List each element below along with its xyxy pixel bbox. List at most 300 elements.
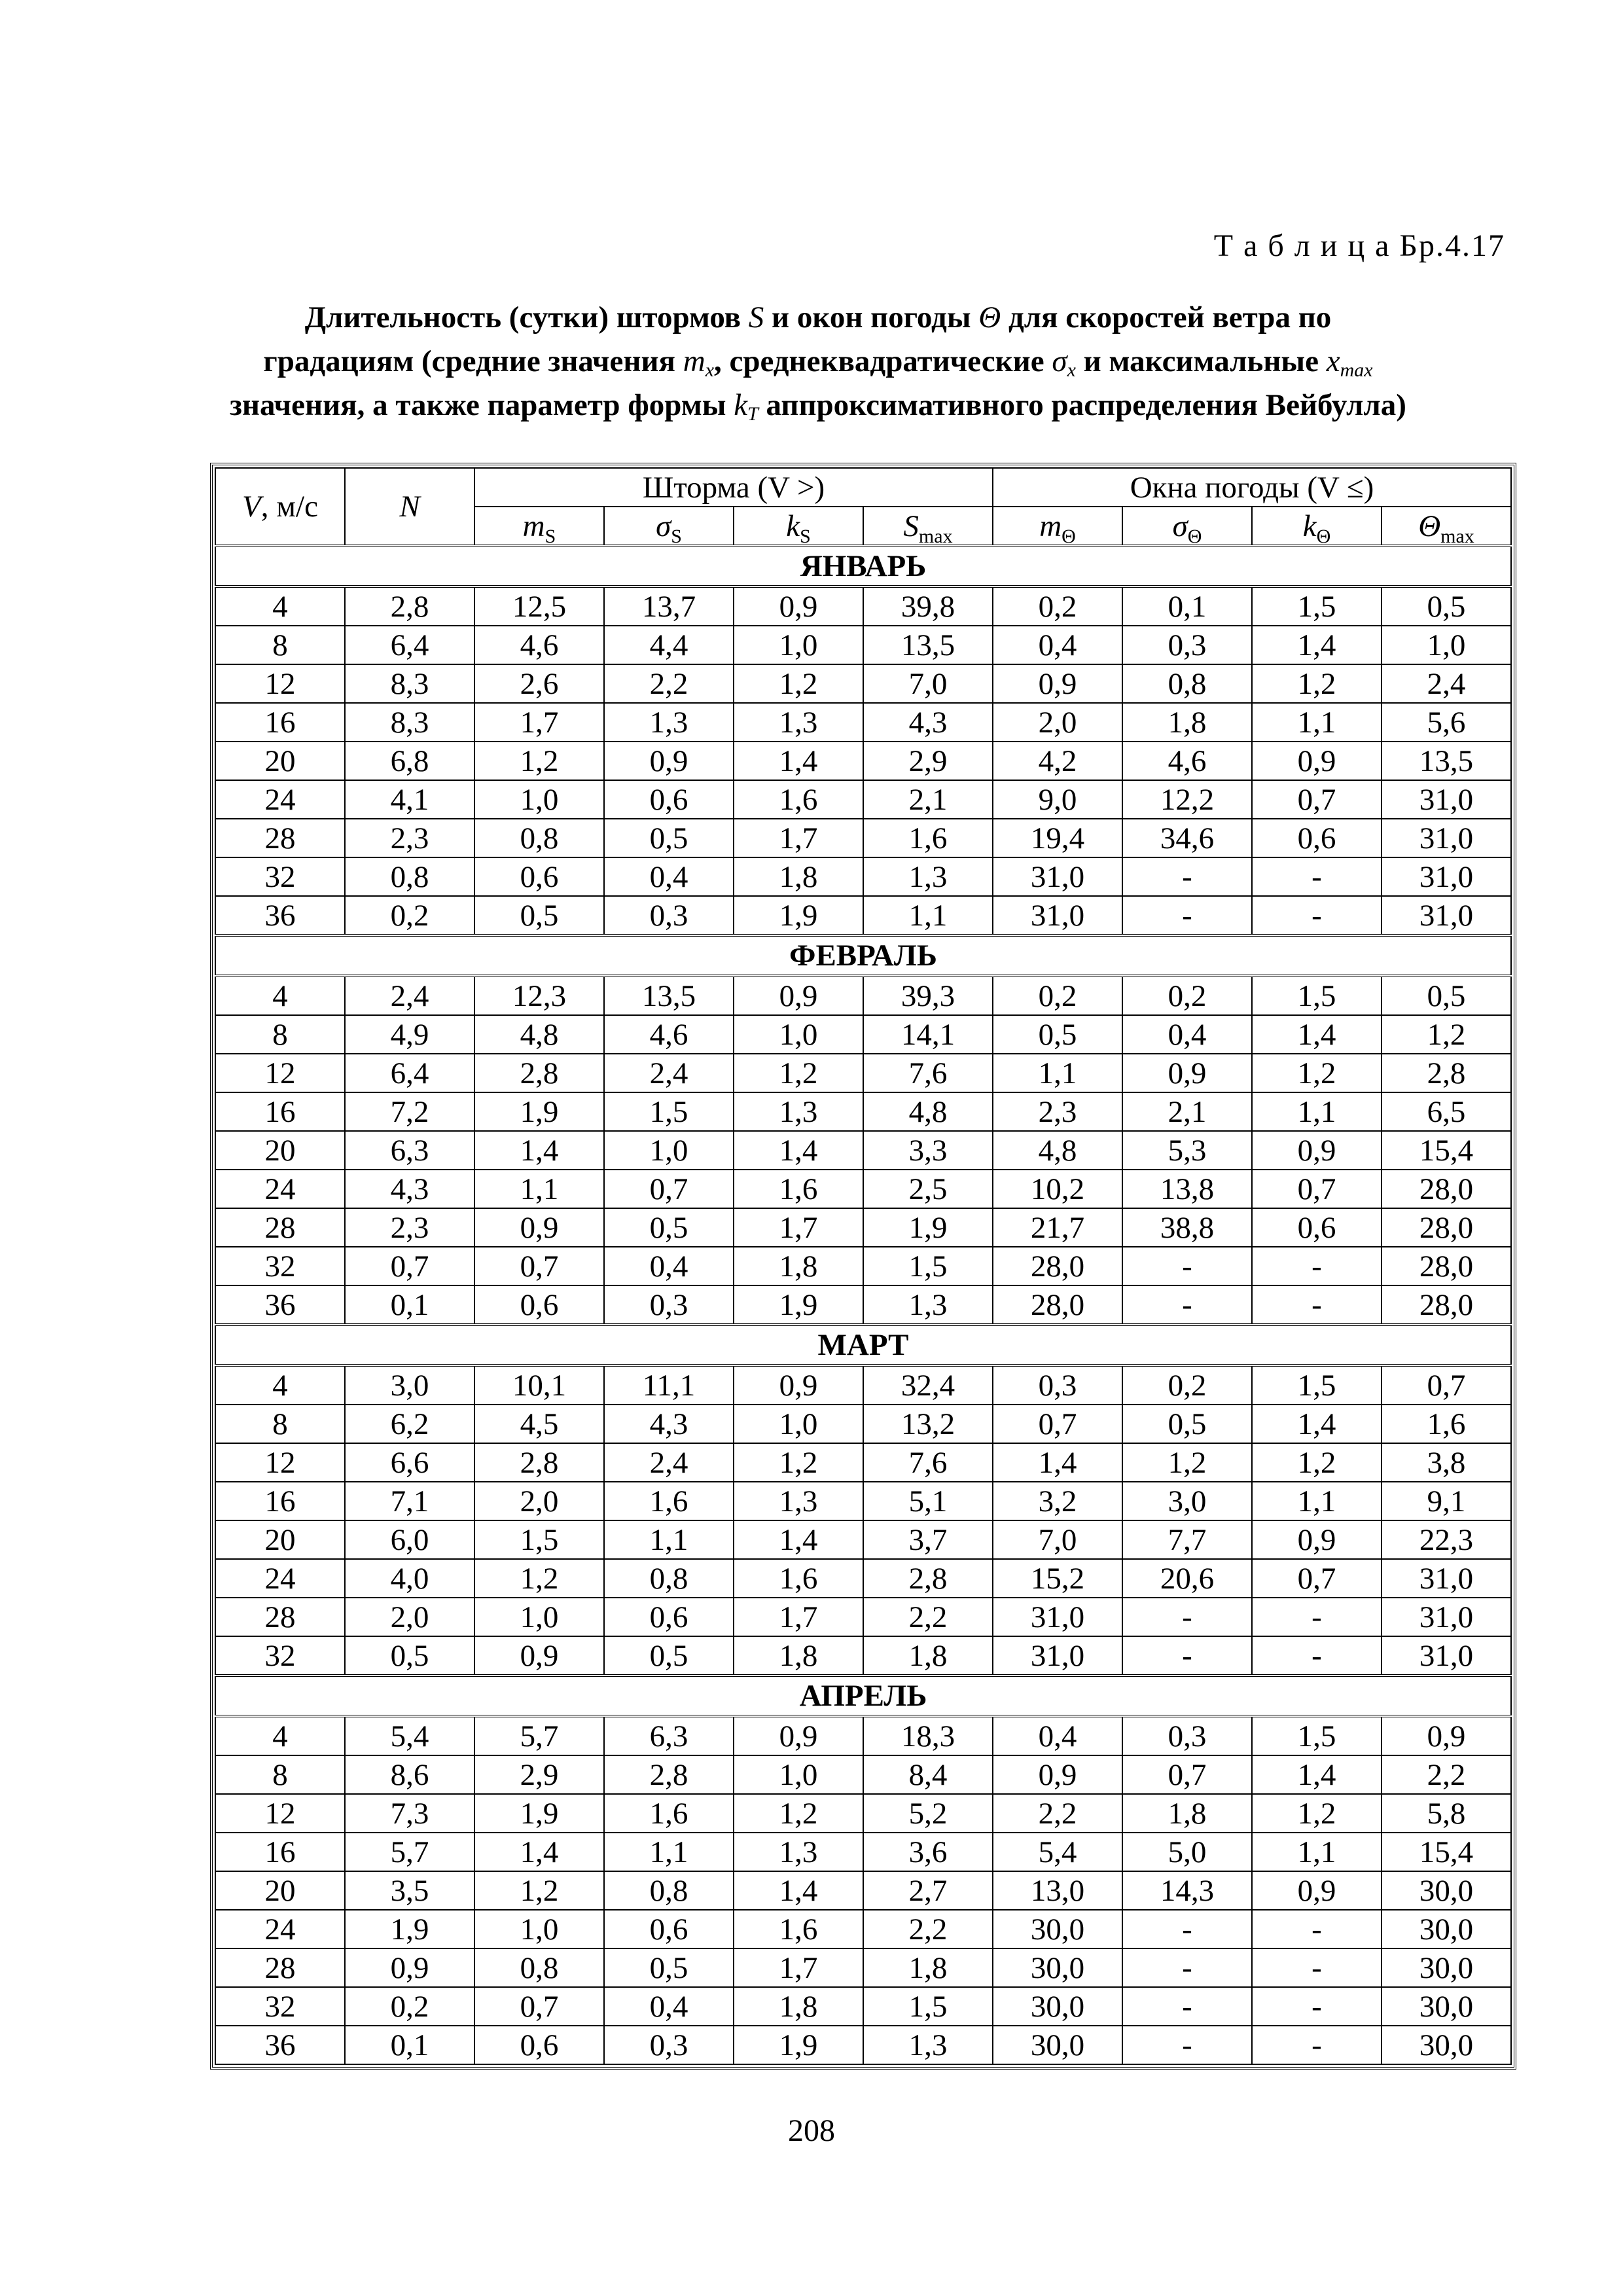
table-cell: 6,0 — [345, 1520, 474, 1559]
table-cell: 16 — [215, 1482, 345, 1520]
caption-line-3 — [196, 384, 1440, 427]
table-cell: 0,8 — [604, 1871, 734, 1910]
table-cell: 4,6 — [474, 626, 604, 664]
month-row — [215, 1325, 1511, 1365]
table-cell: 0,9 — [1382, 1716, 1511, 1755]
table-cell: 1,3 — [863, 1285, 993, 1325]
table-row — [215, 2026, 1511, 2064]
table-cell: 0,6 — [1252, 1208, 1382, 1247]
table-row — [215, 1948, 1511, 1987]
table-cell: 1,8 — [1122, 703, 1252, 742]
table-cell: 1,6 — [734, 1170, 863, 1208]
table-cell: 1,4 — [474, 1131, 604, 1170]
table-row — [215, 1559, 1511, 1598]
table-cell: 1,1 — [604, 1833, 734, 1871]
header-storms-group: Шторма (V >) — [474, 468, 993, 507]
table-cell: 1,2 — [734, 1794, 863, 1833]
table-cell: 1,9 — [734, 2026, 863, 2064]
table-cell: 0,9 — [1252, 1520, 1382, 1559]
table-cell: 6,5 — [1382, 1092, 1511, 1131]
page-number: 208 — [788, 2113, 835, 2148]
table-cell: - — [1252, 1948, 1382, 1987]
table-cell: 4 — [215, 586, 345, 626]
table-cell: 39,3 — [863, 976, 993, 1015]
table-cell: 16 — [215, 1833, 345, 1871]
table-cell: 0,6 — [1252, 819, 1382, 857]
table-cell: 32 — [215, 1247, 345, 1285]
table-cell: 31,0 — [993, 857, 1122, 896]
table-cell: 3,7 — [863, 1520, 993, 1559]
table-cell: 8 — [215, 1405, 345, 1443]
table-cell: 12,2 — [1122, 780, 1252, 819]
table-cell: 30,0 — [993, 2026, 1122, 2064]
table-cell: 1,4 — [734, 1520, 863, 1559]
table-cell: 0,4 — [1122, 1015, 1252, 1054]
table-cell: 3,5 — [345, 1871, 474, 1910]
table-cell: 1,8 — [734, 1636, 863, 1676]
table-header — [215, 468, 1511, 546]
table-cell: 1,2 — [1252, 664, 1382, 703]
table-cell: 1,9 — [734, 896, 863, 935]
table-cell: 0,9 — [1122, 1054, 1252, 1092]
table-cell: 30,0 — [993, 1948, 1122, 1987]
table-row — [215, 1208, 1511, 1247]
table-cell: 1,7 — [734, 1598, 863, 1636]
table-caption — [196, 296, 1440, 427]
table-cell: 1,1 — [1252, 1833, 1382, 1871]
table-cell: 4,0 — [345, 1559, 474, 1598]
table-cell: 7,1 — [345, 1482, 474, 1520]
table-cell: 15,2 — [993, 1559, 1122, 1598]
table-cell: 20 — [215, 1871, 345, 1910]
table-cell: 1,2 — [1252, 1794, 1382, 1833]
header-wind-speed: V, м/с — [215, 468, 345, 546]
table-cell: 8 — [215, 1755, 345, 1794]
table-cell: 1,4 — [474, 1833, 604, 1871]
table-cell: 6,6 — [345, 1443, 474, 1482]
table-cell: 1,5 — [1252, 976, 1382, 1015]
table-cell: 5,4 — [993, 1833, 1122, 1871]
table-row — [215, 1520, 1511, 1559]
table-cell: 0,5 — [345, 1636, 474, 1676]
table-cell: 1,0 — [734, 1015, 863, 1054]
table-cell: 0,5 — [604, 1208, 734, 1247]
table-cell: 5,7 — [345, 1833, 474, 1871]
symbol-k: k — [734, 388, 748, 422]
table-cell: - — [1122, 1636, 1252, 1676]
table-cell: 1,3 — [863, 2026, 993, 2064]
table-row — [215, 1170, 1511, 1208]
table-cell: 0,6 — [604, 780, 734, 819]
table-cell: 2,3 — [993, 1092, 1122, 1131]
table-cell: 0,2 — [1122, 1365, 1252, 1405]
table-cell: 1,1 — [1252, 1092, 1382, 1131]
table-cell: - — [1122, 1598, 1252, 1636]
table-cell: 5,3 — [1122, 1131, 1252, 1170]
table-cell: 1,4 — [1252, 1405, 1382, 1443]
table-row — [215, 1482, 1511, 1520]
table-cell: 1,8 — [734, 1987, 863, 2026]
table-cell: 0,5 — [604, 1948, 734, 1987]
subscript: T — [747, 403, 758, 425]
table-cell: 1,2 — [1252, 1443, 1382, 1482]
table-cell: 0,7 — [604, 1170, 734, 1208]
table-cell: 1,6 — [604, 1794, 734, 1833]
table-cell: 36 — [215, 1285, 345, 1325]
table-cell: 10,1 — [474, 1365, 604, 1405]
table-cell: 6,3 — [345, 1131, 474, 1170]
table-cell: 0,9 — [993, 664, 1122, 703]
table-row — [215, 742, 1511, 780]
table-cell: 31,0 — [1382, 896, 1511, 935]
table-cell: 1,1 — [863, 896, 993, 935]
table-cell: 12 — [215, 1794, 345, 1833]
table-cell: 0,3 — [604, 2026, 734, 2064]
table-cell: 0,7 — [474, 1247, 604, 1285]
table-cell: 31,0 — [1382, 1636, 1511, 1676]
table-row — [215, 1131, 1511, 1170]
caption-text: аппроксимативного распределения Вейбулла) — [766, 388, 1406, 422]
table-cell: 14,1 — [863, 1015, 993, 1054]
caption-text: для скоростей ветра по — [1008, 300, 1332, 334]
table-cell: 2,8 — [604, 1755, 734, 1794]
table-cell: 1,5 — [474, 1520, 604, 1559]
table-cell: 1,4 — [993, 1443, 1122, 1482]
table-cell: 0,4 — [993, 1716, 1122, 1755]
table-cell: 6,4 — [345, 626, 474, 664]
table-cell: 0,1 — [345, 1285, 474, 1325]
table-cell: 0,5 — [1382, 976, 1511, 1015]
table-cell: - — [1252, 1247, 1382, 1285]
table-cell: 0,9 — [1252, 1871, 1382, 1910]
table-cell: 5,2 — [863, 1794, 993, 1833]
table-cell: 30,0 — [993, 1987, 1122, 2026]
table-cell: 2,0 — [474, 1482, 604, 1520]
table-cell: 39,8 — [863, 586, 993, 626]
table-cell: - — [1122, 857, 1252, 896]
table-cell: - — [1252, 1285, 1382, 1325]
table-cell: 2,0 — [345, 1598, 474, 1636]
table-cell: 28,0 — [993, 1285, 1122, 1325]
table-cell: 1,5 — [604, 1092, 734, 1131]
table-row — [215, 703, 1511, 742]
table-cell: 1,5 — [863, 1247, 993, 1285]
table-row — [215, 1092, 1511, 1131]
table-cell: 1,0 — [604, 1131, 734, 1170]
table-cell: 30,0 — [1382, 1910, 1511, 1948]
table-cell: 32 — [215, 857, 345, 896]
month-row — [215, 1676, 1511, 1716]
table-cell: 6,4 — [345, 1054, 474, 1092]
table-cell: 1,1 — [1252, 1482, 1382, 1520]
month-name: МАРТ — [215, 1325, 1511, 1365]
table-cell: - — [1122, 1285, 1252, 1325]
table-cell: 12,3 — [474, 976, 604, 1015]
table-cell: 1,0 — [474, 780, 604, 819]
table-cell: 1,6 — [604, 1482, 734, 1520]
table-cell: 28,0 — [1382, 1285, 1511, 1325]
table-cell: 2,4 — [604, 1443, 734, 1482]
table-cell: 5,4 — [345, 1716, 474, 1755]
table-cell: 0,5 — [604, 819, 734, 857]
table-cell: 1,8 — [863, 1636, 993, 1676]
table-cell: 16 — [215, 1092, 345, 1131]
table-cell: - — [1252, 1910, 1382, 1948]
table-cell: - — [1252, 2026, 1382, 2064]
table-cell: 5,0 — [1122, 1833, 1252, 1871]
table-cell: 1,3 — [604, 703, 734, 742]
table-cell: 1,0 — [734, 626, 863, 664]
table-cell: 0,9 — [734, 1716, 863, 1755]
table-cell: 1,2 — [1382, 1015, 1511, 1054]
table-cell: 1,9 — [734, 1285, 863, 1325]
table-cell: 2,4 — [604, 1054, 734, 1092]
table-cell: 4,5 — [474, 1405, 604, 1443]
table-cell: 1,8 — [734, 857, 863, 896]
table-cell: 1,4 — [734, 742, 863, 780]
table-cell: 0,2 — [345, 1987, 474, 2026]
table-cell: 0,9 — [345, 1948, 474, 1987]
caption-text: значения, а также параметр формы — [230, 388, 726, 422]
table-cell: 13,2 — [863, 1405, 993, 1443]
table-cell: 7,2 — [345, 1092, 474, 1131]
table-row — [215, 857, 1511, 896]
table-cell: 28,0 — [1382, 1208, 1511, 1247]
table-cell: 31,0 — [1382, 1559, 1511, 1598]
table-cell: 15,4 — [1382, 1833, 1511, 1871]
table-cell: 4,4 — [604, 626, 734, 664]
table-cell: 2,2 — [604, 664, 734, 703]
symbol-x: x — [1326, 344, 1340, 378]
table-cell: 0,6 — [474, 857, 604, 896]
symbol-s: S — [748, 300, 764, 334]
subscript: max — [1340, 359, 1373, 381]
table-cell: 2,2 — [993, 1794, 1122, 1833]
table-row — [215, 976, 1511, 1015]
table-cell: 0,8 — [345, 857, 474, 896]
table-cell: 4,8 — [863, 1092, 993, 1131]
table-row — [215, 1755, 1511, 1794]
table-cell: 1,6 — [734, 1910, 863, 1948]
table-cell: 5,7 — [474, 1716, 604, 1755]
table-cell: 2,3 — [345, 1208, 474, 1247]
table-cell: 31,0 — [993, 896, 1122, 935]
table-cell: 2,8 — [345, 586, 474, 626]
table-cell: 4,8 — [474, 1015, 604, 1054]
table-cell: 5,1 — [863, 1482, 993, 1520]
table-cell: 32 — [215, 1987, 345, 2026]
table-cell: - — [1122, 896, 1252, 935]
table-cell: 36 — [215, 896, 345, 935]
table-cell: 36 — [215, 2026, 345, 2064]
table-cell: 0,2 — [345, 896, 474, 935]
table-cell: - — [1252, 1987, 1382, 2026]
table-cell: 0,7 — [993, 1405, 1122, 1443]
table-cell: 4,3 — [345, 1170, 474, 1208]
table-cell: 1,8 — [863, 1948, 993, 1987]
table-row — [215, 1015, 1511, 1054]
table-cell: 31,0 — [1382, 819, 1511, 857]
table-cell: 0,5 — [474, 896, 604, 935]
table-cell: 31,0 — [1382, 857, 1511, 896]
table-cell: 0,9 — [604, 742, 734, 780]
table-cell: 1,4 — [1252, 1015, 1382, 1054]
table-row — [215, 1405, 1511, 1443]
table-row — [215, 1636, 1511, 1676]
table-cell: - — [1122, 1987, 1252, 2026]
table-cell: 0,7 — [474, 1987, 604, 2026]
header-col-0: $m_S$ — [474, 507, 604, 546]
table-cell: 30,0 — [1382, 1948, 1511, 1987]
table-cell: 30,0 — [1382, 2026, 1511, 2064]
table-row — [215, 819, 1511, 857]
table-cell: - — [1252, 857, 1382, 896]
table-cell: 3,0 — [345, 1365, 474, 1405]
table-cell: 0,5 — [1122, 1405, 1252, 1443]
table-cell: 1,2 — [1252, 1054, 1382, 1092]
table-cell: 1,2 — [734, 1443, 863, 1482]
table-cell: 32 — [215, 1636, 345, 1676]
table-cell: 0,3 — [604, 1285, 734, 1325]
table-row — [215, 1716, 1511, 1755]
subscript: x — [705, 359, 715, 381]
table-cell: 28 — [215, 1948, 345, 1987]
table-cell: 20 — [215, 1131, 345, 1170]
table-cell: 0,3 — [604, 896, 734, 935]
month-name: ФЕВРАЛЬ — [215, 935, 1511, 976]
table-cell: - — [1252, 1636, 1382, 1676]
table-cell: 3,2 — [993, 1482, 1122, 1520]
table-cell: 1,9 — [345, 1910, 474, 1948]
table-cell: 1,7 — [474, 703, 604, 742]
table-number: Т а б л и ц а Бр.4.17 — [1213, 228, 1505, 263]
table-cell: 2,8 — [474, 1054, 604, 1092]
table-cell: 1,5 — [863, 1987, 993, 2026]
table-cell: 5,6 — [1382, 703, 1511, 742]
table-cell: 13,0 — [993, 1871, 1122, 1910]
table-cell: 12 — [215, 1054, 345, 1092]
weibull-duration-table — [215, 467, 1512, 2065]
table-row — [215, 664, 1511, 703]
table-cell: 0,9 — [1252, 742, 1382, 780]
table-cell: 22,3 — [1382, 1520, 1511, 1559]
table-cell: 2,1 — [1122, 1092, 1252, 1131]
table-cell: - — [1122, 1247, 1252, 1285]
caption-text: , среднеквадратические — [714, 344, 1044, 378]
table-cell: 2,8 — [1382, 1054, 1511, 1092]
table-cell: 1,6 — [863, 819, 993, 857]
table-cell: 7,3 — [345, 1794, 474, 1833]
table-cell: 1,1 — [604, 1520, 734, 1559]
table-row — [215, 1285, 1511, 1325]
table-cell: 24 — [215, 780, 345, 819]
month-row — [215, 935, 1511, 976]
table-cell: 1,6 — [734, 780, 863, 819]
table-cell: 2,3 — [345, 819, 474, 857]
table-cell: 30,0 — [1382, 1987, 1511, 2026]
table-cell: 0,6 — [474, 2026, 604, 2064]
table-cell: 4,1 — [345, 780, 474, 819]
table-cell: 1,0 — [474, 1598, 604, 1636]
table-cell: 1,3 — [734, 703, 863, 742]
table-cell: 8,3 — [345, 703, 474, 742]
table-cell: 0,8 — [604, 1559, 734, 1598]
table-cell: 9,1 — [1382, 1482, 1511, 1520]
month-name: АПРЕЛЬ — [215, 1676, 1511, 1716]
table-cell: 4,6 — [1122, 742, 1252, 780]
table-cell: 11,1 — [604, 1365, 734, 1405]
table-cell: 3,8 — [1382, 1443, 1511, 1482]
table-cell: - — [1252, 1598, 1382, 1636]
table-cell: 7,0 — [993, 1520, 1122, 1559]
table-cell: 7,6 — [863, 1443, 993, 1482]
table-cell: 0,6 — [474, 1285, 604, 1325]
table-cell: 2,2 — [863, 1910, 993, 1948]
table-cell: 0,7 — [1252, 1170, 1382, 1208]
table-cell: 13,5 — [1382, 742, 1511, 780]
table-cell: 28 — [215, 1598, 345, 1636]
table-cell: 2,6 — [474, 664, 604, 703]
table-cell: 1,1 — [474, 1170, 604, 1208]
table-row — [215, 1871, 1511, 1910]
table-cell: 1,7 — [734, 1208, 863, 1247]
table-cell: 1,4 — [1252, 626, 1382, 664]
table-cell: 31,0 — [1382, 780, 1511, 819]
table-cell: 1,5 — [1252, 586, 1382, 626]
table-cell: 0,9 — [734, 976, 863, 1015]
table-cell: 4,9 — [345, 1015, 474, 1054]
table-cell: 7,6 — [863, 1054, 993, 1092]
table-cell: 1,1 — [1252, 703, 1382, 742]
table-row — [215, 1054, 1511, 1092]
table-cell: 1,2 — [1122, 1443, 1252, 1482]
table-cell: 8,3 — [345, 664, 474, 703]
table-cell: 4,6 — [604, 1015, 734, 1054]
header-col-7: $\Theta_{max}$ — [1382, 507, 1511, 546]
table-cell: 1,0 — [734, 1755, 863, 1794]
table-cell: 13,7 — [604, 586, 734, 626]
table-cell: 30,0 — [993, 1910, 1122, 1948]
table-cell: 0,1 — [345, 2026, 474, 2064]
table-cell: 0,5 — [1382, 586, 1511, 626]
table-cell: 0,6 — [604, 1598, 734, 1636]
table-cell: 1,1 — [993, 1054, 1122, 1092]
table-cell: 8,4 — [863, 1755, 993, 1794]
table-cell: 13,5 — [604, 976, 734, 1015]
table-cell: 0,9 — [474, 1636, 604, 1676]
table-cell: 1,9 — [474, 1092, 604, 1131]
table-cell: 3,3 — [863, 1131, 993, 1170]
table-cell: 12 — [215, 664, 345, 703]
table-cell: 8,6 — [345, 1755, 474, 1794]
table-cell: 6,8 — [345, 742, 474, 780]
table-cell: 0,7 — [1122, 1755, 1252, 1794]
table-cell: 13,5 — [863, 626, 993, 664]
table-row — [215, 1598, 1511, 1636]
table-cell: 1,3 — [863, 857, 993, 896]
table-cell: 0,1 — [1122, 586, 1252, 626]
table-cell: 0,2 — [993, 586, 1122, 626]
table-cell: 4 — [215, 1716, 345, 1755]
table-cell: 24 — [215, 1910, 345, 1948]
table-cell: 4 — [215, 976, 345, 1015]
table-cell: 1,0 — [474, 1910, 604, 1948]
table-cell: - — [1122, 1948, 1252, 1987]
table-cell: 28,0 — [1382, 1170, 1511, 1208]
table-cell: 24 — [215, 1559, 345, 1598]
table-cell: 0,9 — [734, 1365, 863, 1405]
table-cell: 12 — [215, 1443, 345, 1482]
